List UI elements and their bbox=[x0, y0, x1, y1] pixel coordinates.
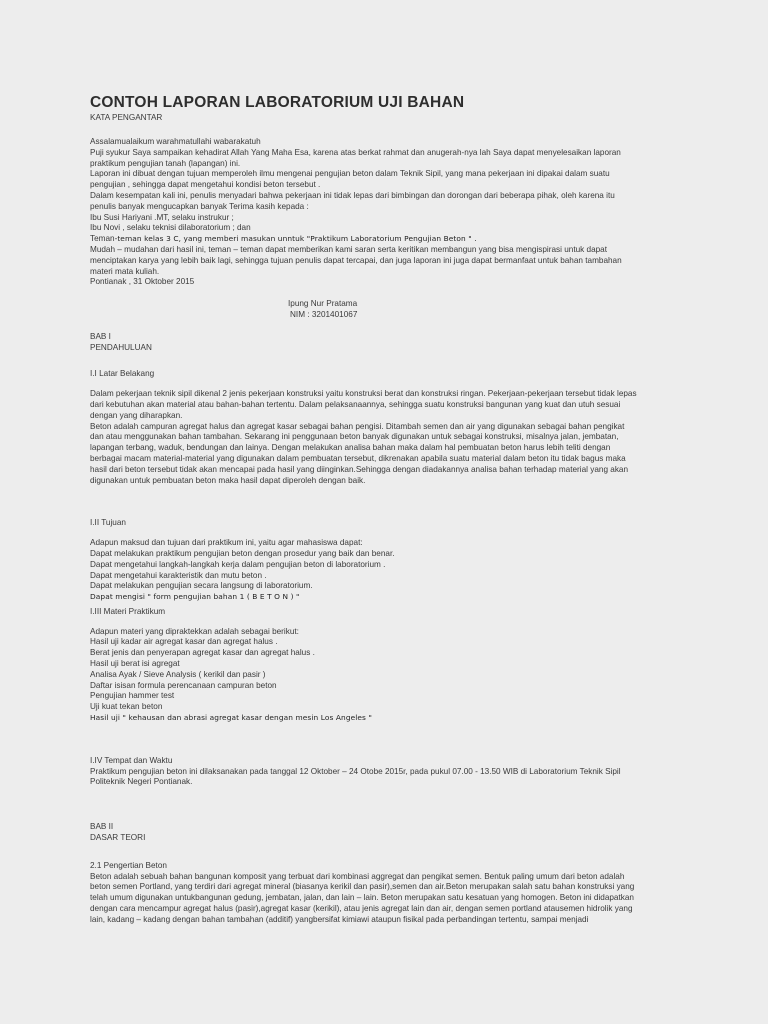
document-body bbox=[90, 94, 680, 926]
paragraph-line: menciptakan karya yang lebih baik lagi, sehingga tujuan penulis dapat tercapai, dan juga laporan ini juga dapat bermanfaat untuk bahan tambahan bbox=[90, 255, 622, 265]
thanks-item-prefix: Teman- bbox=[90, 234, 118, 244]
list-item: Hasil uji berat isi agregat bbox=[90, 659, 180, 669]
place-date: Pontianak , 31 Oktober 2015 bbox=[90, 277, 195, 287]
paragraph-line: Dalam pekerjaan teknik sipil dikenal 2 jenis pekerjaan konstruksi yaitu konstruksi berat dan konstruksi ringan. Pekerjaan-pekerjaan tersebut tidak lepas bbox=[90, 389, 637, 399]
thanks-item-text: teman kelas 3 C, yang memberi masukan unntuk "Praktikum Laboratorium Pengujian Beton " . bbox=[117, 234, 477, 244]
section-title-kata-pengantar: KATA PENGANTAR bbox=[90, 113, 163, 122]
chapter-title: PENDAHULUAN bbox=[90, 342, 152, 352]
paragraph-line: praktikum pengujian tanah (lapangan) ini. bbox=[90, 158, 241, 168]
chapter-label: BAB II bbox=[90, 822, 114, 832]
thanks-item: Ibu Novi , selaku teknisi dilaboratorium ; dan bbox=[90, 223, 251, 233]
paragraph-line: hasil dari beton tersebut tidak akan mencapai pada hasil yang diinginkan.Sehingga dengan diadakannya analisa bahan terhadap material yang akan bbox=[90, 464, 629, 474]
section-heading: I.II Tujuan bbox=[90, 518, 126, 528]
list-item: Dapat melakukan pengujian secara langsung di laboratorium. bbox=[90, 581, 313, 591]
paragraph-line: Mudah – mudahan dari hasil ini, teman – teman dapat memberikan kami saran serta keritikan membangun yang bisa mengispirasi untuk dapat bbox=[90, 244, 608, 254]
paragraph-line: pengujian , sehingga dapat mengetahui kondisi beton tersebut . bbox=[90, 180, 321, 190]
paragraph-line: digunakan untuk pembuatan beton maka hasil dapat diperoleh dengan baik. bbox=[90, 475, 366, 485]
document-title: CONTOH LAPORAN LABORATORIUM UJI BAHAN bbox=[90, 94, 465, 111]
list-item: Analisa Ayak / Sieve Analysis ( kerikil dan pasir ) bbox=[90, 669, 266, 679]
list-item: Dapat mengisi " form pengujian bahan 1 ( B E T O N ) " bbox=[90, 592, 300, 602]
paragraph-line: Beton adalah campuran agregat halus dan agregat kasar sebagai bahan pengisi. Ditambah semen dan air yang digunakan sebagai bahan pengikat bbox=[90, 421, 625, 431]
paragraph-line: Laporan ini dibuat dengan tujuan memperoleh ilmu mengenai pengujian beton dalam Teknik Sipil, yang mana pekerjaan ini dipakai dalam suatu bbox=[90, 169, 610, 179]
paragraph-line: Dalam kesempatan kali ini, penulis menyadari bahwa pekerjaan ini tidak lepas dari bimbingan dan dorongan dari beberapa pihak, oleh karena itu bbox=[90, 190, 615, 200]
paragraph-line: dari kebutuhan akan material atau bahan-bahan tertentu. Dalam pelaksanaannya, sehingga suatu konstruksi bangunan yang kuat dan utuh sesuai bbox=[90, 399, 621, 409]
paragraph-line: lapangan terbang, waduk, bendungan dan lainya. Dengan melakukan analisa bahan maka dalam hal pembuatan beton harus lebih teliti dengan bbox=[90, 443, 611, 453]
list-item: Hasil uji " kehausan dan abrasi agregat kasar dengan mesin Los Angeles " bbox=[90, 713, 372, 723]
list-item: Dapat melakukan praktikum pengujian beton dengan prosedur yang baik dan benar. bbox=[90, 548, 395, 558]
author-nim: NIM : 3201401067 bbox=[290, 309, 358, 319]
thanks-item: Ibu Susi Hariyani .MT, selaku instrukur ; bbox=[90, 212, 234, 222]
paragraph-line: berbagai macam material-material yang digunakan dalam pembuatan tersebut, dikrenakan apabila suatu material dalam beton itu tidak bagus maka bbox=[90, 453, 626, 463]
section-heading: I.III Materi Praktikum bbox=[90, 606, 166, 616]
paragraph-line: Beton adalah sebuah bahan bangunan komposit yang terbuat dari kombinasi aggregat dan pengikat semen. Bentuk paling umum dari beton adalah bbox=[90, 871, 625, 881]
author-name: Ipung Nur Pratama bbox=[288, 299, 358, 309]
chapter-title: DASAR TEORI bbox=[90, 833, 146, 843]
list-item: Dapat mengetahui langkah-langkah kerja dalam pengujian beton di laboratorium . bbox=[90, 559, 386, 569]
section-heading: 2.1 Pengertian Beton bbox=[90, 860, 167, 870]
paragraph-line: telah umum digunakan untukbangunan gedung, jembatan, jalan, dan lain – lain. Beton merupakan satu kesatuan yang homogen. Beton ini didapatkan bbox=[90, 893, 634, 903]
paragraph-line: dengan yang diharapkan. bbox=[90, 410, 183, 420]
list-item: Pengujian hammer test bbox=[90, 691, 175, 701]
paragraph-line: materi mata kuliah. bbox=[90, 266, 160, 276]
paragraph-line: dan atau menggunakan bahan tambahan. Sekarang ini penggunaan beton banyak digunakan untuk sebagai konstruksi, misalnya jalan, jembatan, bbox=[90, 432, 619, 442]
paragraph-line: beton semen Portland, yang terdiri dari agregat mineral (biasanya kerikil dan pasir),semen dan air.Beton merupakan salah satu bahan konstruksi yang bbox=[90, 882, 635, 892]
list-item: Dapat mengetahui karakteristik dan mutu beton . bbox=[90, 570, 267, 580]
paragraph-line: penulis banyak mengucapkan banyak Terima kasih kepada : bbox=[90, 201, 309, 211]
paragraph-line: dengan cara mencampur agregat halus (pasir),agregat kasar (kerikil), atau jenis agregat lain dan air, dengan semen portland atausemen hidrolik yang bbox=[90, 904, 633, 914]
section-heading: I.I Latar Belakang bbox=[90, 369, 155, 379]
paragraph-line: Politeknik Negeri Pontianak. bbox=[90, 777, 193, 787]
list-item: Daftar isisan formula perencanaan campuran beton bbox=[90, 680, 277, 690]
paragraph-line: Praktikum pengujian beton ini dilaksanakan pada tanggal 12 Oktober – 24 Otobe 2015r, pada pukul 07.00 - 13.50 WIB di Laboratorium Teknik Sipil bbox=[90, 766, 621, 776]
thanks-item bbox=[90, 234, 680, 245]
chapter-label: BAB I bbox=[90, 331, 111, 341]
greeting: Assalamualaikum warahmatullahi wabarakatuh bbox=[90, 137, 261, 146]
list-item: Hasil uji kadar air agregat kasar dan agregat halus . bbox=[90, 637, 278, 647]
paragraph-line: lain, kadang – kadang dengan bahan tambahan (additif) yangbersifat kimiawi ataupun fisikal pada perbandingan tertentu, sampai menjadi bbox=[90, 914, 589, 924]
paragraph-line: Adapun materi yang dipraktekkan adalah sebagai berikut: bbox=[90, 626, 299, 636]
paragraph-line: Puji syukur Saya sampaikan kehadirat Allah Yang Maha Esa, karena atas berkat rahmat dan anugerah-nya lah Saya dapat menyelesaikan laporan bbox=[90, 147, 621, 157]
list-item: Berat jenis dan penyerapan agregat kasar dan agregat halus . bbox=[90, 648, 315, 658]
list-item: Uji kuat tekan beton bbox=[90, 702, 163, 712]
section-heading: I.IV Tempat dan Waktu bbox=[90, 755, 173, 765]
paragraph-line: Adapun maksud dan tujuan dari praktikum ini, yaitu agar mahasiswa dapat: bbox=[90, 538, 363, 548]
